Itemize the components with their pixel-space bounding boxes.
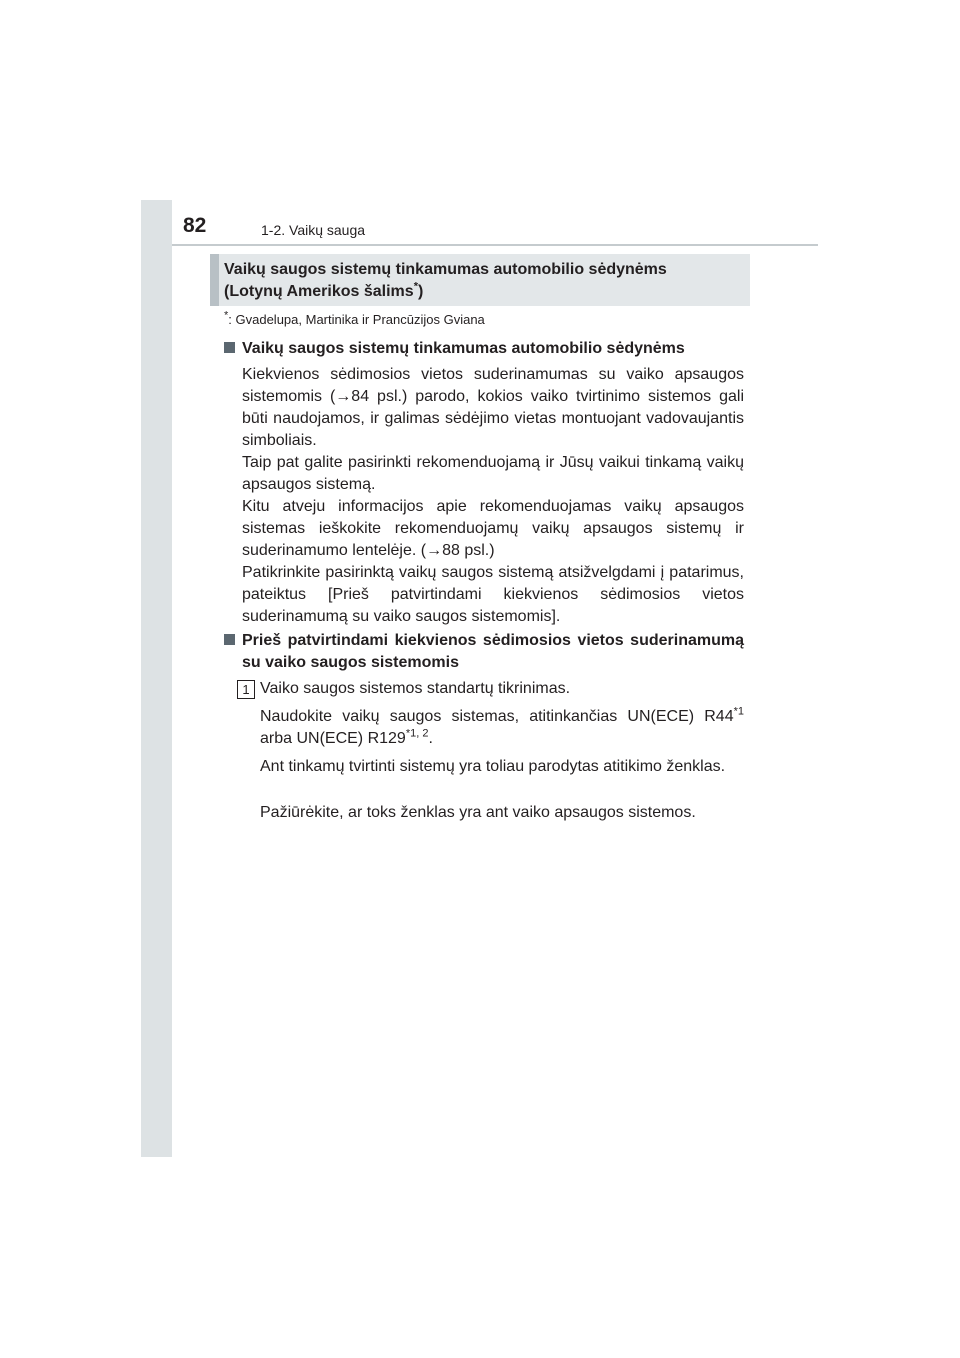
title-star: * — [413, 280, 418, 293]
title-line1: Vaikų saugos sistemų tinkamumas automobilio sėdynėms — [224, 261, 667, 278]
section1-body — [242, 364, 744, 628]
footnote-text: : Gvadelupa, Martinika ir Prancūzijos Gviana — [228, 312, 485, 327]
section1-paragraph: Kitu atveju informacijos apie rekomenduojamas vaikų apsaugos sistemas ieškokite rekomenduojamų vaikų apsaugos sistemų ir suderinamumo lentelėje. (→88 psl.) — [242, 498, 744, 559]
step-paragraph-standards: Naudokite vaikų saugos sistemas, atitinkančias UN(ECE) R44$^{*1}$ arba UN(ECE) R129$^{*1, 2}$. — [260, 705, 744, 747]
page-title — [224, 259, 742, 303]
section1-paragraph: Taip pat galite pasirinkti rekomenduojamą ir Jūsų vaikui tinkamą vaikų apsaugos sistemą. — [242, 454, 744, 493]
footnote-star: * — [224, 309, 229, 322]
header-rule — [172, 244, 818, 246]
square-bullet-icon — [224, 342, 235, 353]
side-tab-bar — [141, 200, 172, 1157]
square-bullet-icon — [224, 634, 235, 645]
section-label: 1-2. Vaikų sauga — [261, 222, 366, 238]
page-number: 82 — [183, 214, 207, 237]
step-number-badge: 1 — [237, 680, 255, 699]
section1-paragraph: Kiekvienos sėdimosios vietos suderinamumas su vaiko apsaugos sistemomis (→84 psl.) parodo, kokios vaiko tvirtinimo sistemos gali būti naudojamos, ir galimas sėdėjimo vietas montuojant vadovaujantis simboliais. — [242, 366, 744, 449]
step-paragraph-mark: Ant tinkamų tvirtinti sistemų yra toliau parodytas atitikimo ženklas. — [260, 758, 726, 775]
step-title: Vaiko saugos sistemos standartų tikrinimas. — [260, 680, 571, 697]
section2-heading: Prieš patvirtindami kiekvienos sėdimosios vietos suderinamumą su vaiko saugos sistemomis — [224, 630, 744, 674]
title-accent-bar — [210, 254, 219, 306]
title-line2: (Lotynų Amerikos šalims — [224, 283, 414, 300]
title-close: ) — [417, 283, 424, 300]
section1-paragraph: Patikrinkite pasirinktą vaikų saugos sistemą atsižvelgdami į patarimus, pateiktus [Prieš patvirtindami kiekvienos sėdimosios vietos suderinamumą su vaiko saugos sistemomis]. — [242, 564, 744, 625]
section1-heading: Vaikų saugos sistemų tinkamumas automobilio sėdynėms — [224, 338, 744, 360]
step-paragraph-check: Pažiūrėkite, ar toks ženklas yra ant vaiko apsaugos sistemos. — [260, 804, 696, 821]
footnote — [224, 309, 485, 327]
